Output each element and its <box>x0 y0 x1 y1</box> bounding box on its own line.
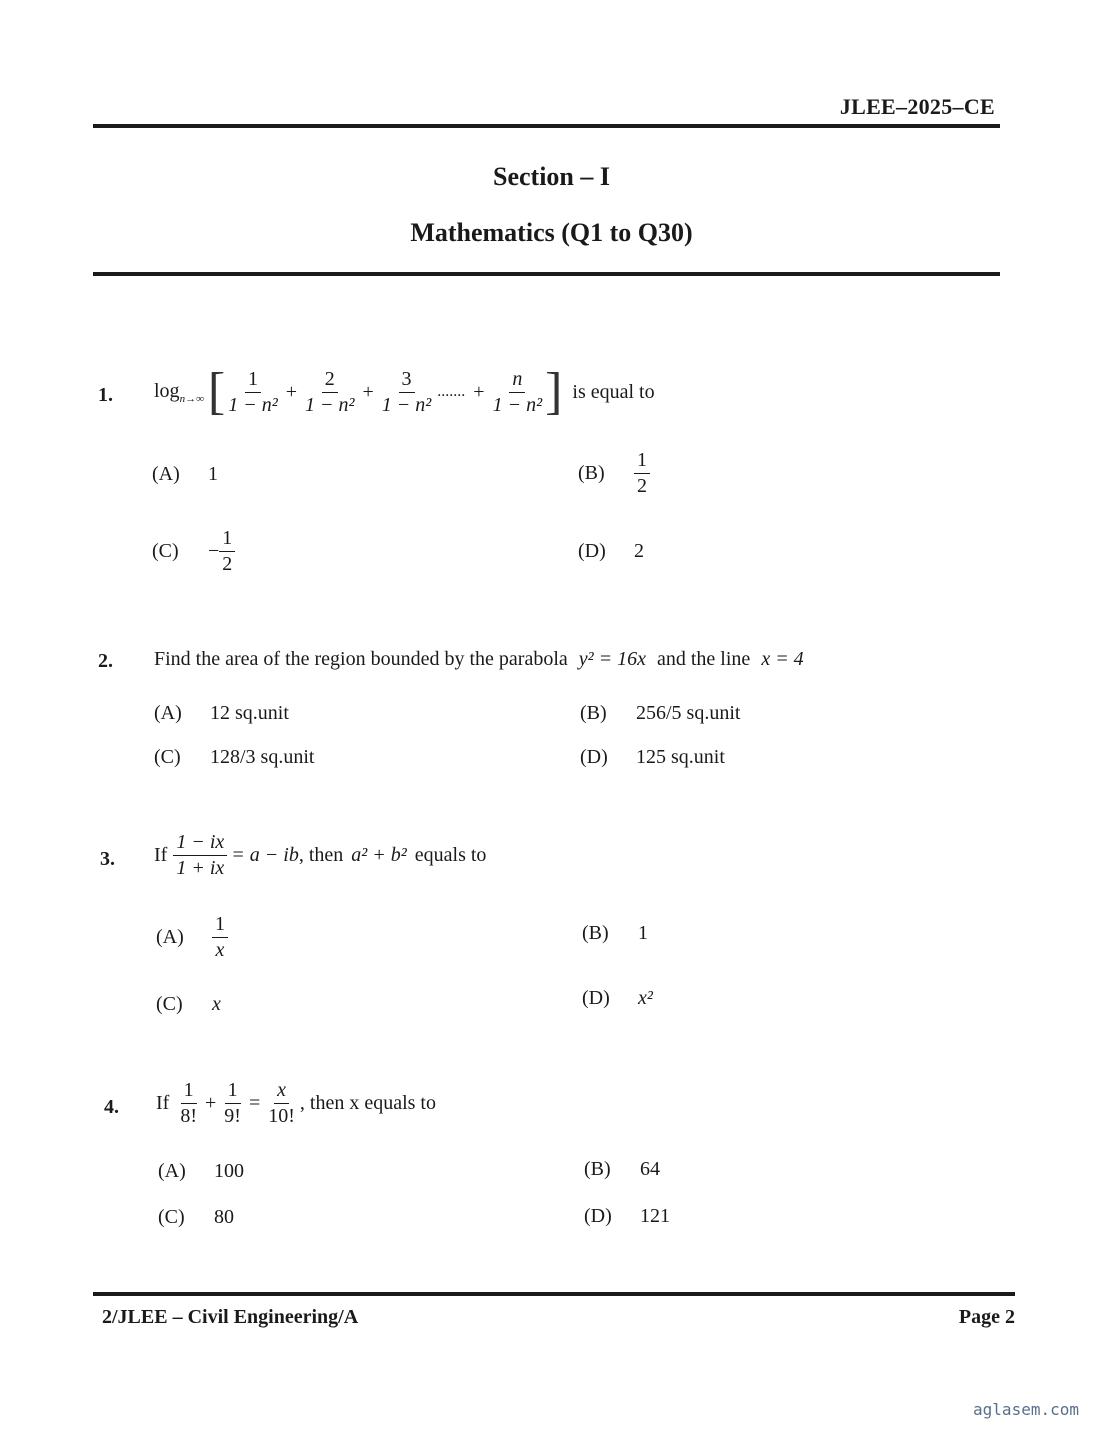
q1-option-b[interactable]: (B) $\frac{1}{2}$ <box>578 450 650 497</box>
left-bracket: [ <box>207 363 226 420</box>
question-1-text: $\log_{n\to\infty}$ [ $\frac{1}{\text{1 − n²}}$ + $\frac{2}{\text{1 − n²}}$ + $\frac{3}{\text{1 − n²}}$ ....... + $\frac{n}{\text{1 − n²}}$ ] is equal to <box>154 363 655 420</box>
q3-option-c[interactable]: (C) x <box>156 993 221 1015</box>
question-2-text: Find the area of the region bounded by the parabola y² = 16x and the line x = 4 <box>154 648 804 670</box>
q4-fraction-2: $\frac{1}{9!}$ <box>224 1079 241 1127</box>
log-operator: $\log_{n\to\infty}$ <box>154 379 204 405</box>
question-2-number: 2. <box>98 650 113 672</box>
q4-option-b[interactable]: (B) 64 <box>584 1158 660 1180</box>
question-3-number: 3. <box>100 848 115 870</box>
question-3-text: If $\frac{1 - ix}{1 + ix}$ = a − ib , then a² + b² equals to <box>154 831 487 879</box>
section-rule <box>93 272 1000 276</box>
q3-option-b[interactable]: (B) 1 <box>582 922 648 944</box>
footer-paper-id: 2/JLEE – Civil Engineering/A <box>102 1306 359 1328</box>
section-title: Section – I <box>493 162 610 191</box>
q4-option-a[interactable]: (A) 100 <box>158 1160 244 1182</box>
q4-option-c[interactable]: (C) 80 <box>158 1206 234 1228</box>
question-4-number: 4. <box>104 1096 119 1118</box>
q2-option-b[interactable]: (B) 256/5 sq.unit <box>580 702 741 724</box>
q1-option-d[interactable]: (D) 2 <box>578 540 644 562</box>
q1-option-a[interactable]: (A) 1 <box>152 463 218 485</box>
q1-term-3: $\frac{3}{\text{1 − n²}}$ <box>381 367 432 416</box>
footer-rule <box>93 1292 1015 1296</box>
q4-fraction-1: $\frac{1}{8!}$ <box>180 1079 197 1127</box>
top-rule <box>93 124 1000 128</box>
q1-term-n: $\frac{n}{\text{1 − n²}}$ <box>492 367 543 416</box>
right-bracket: ] <box>545 363 563 420</box>
q2-option-c[interactable]: (C) 128/3 sq.unit <box>154 746 315 768</box>
q1-option-c[interactable]: (C) − $\frac{1}{2}$ <box>152 528 235 575</box>
question-4-text: If $\frac{1}{8!}$ + $\frac{1}{9!}$ = $\frac{x}{10!}$ , then x equals to <box>156 1079 436 1127</box>
paper-code: JLEE–2025–CE <box>839 94 995 119</box>
q3-option-a[interactable]: (A) $\frac{1}{x}$ <box>156 914 228 961</box>
q4-option-d[interactable]: (D) 121 <box>584 1205 670 1227</box>
q3-fraction: $\frac{1 - ix}{1 + ix}$ <box>173 832 227 879</box>
q1-term-1: $\frac{1}{\text{1 − n²}}$ <box>228 367 278 416</box>
q1-term-2: $\frac{2}{\text{1 − n²}}$ <box>305 367 355 416</box>
question-1-number: 1. <box>98 384 113 406</box>
q2-option-d[interactable]: (D) 125 sq.unit <box>580 746 725 768</box>
q4-fraction-3: $\frac{x}{10!}$ <box>268 1079 295 1127</box>
section-subtitle: Mathematics (Q1 to Q30) <box>410 218 693 247</box>
q3-option-d[interactable]: (D) x² <box>582 987 653 1009</box>
q2-option-a[interactable]: (A) 12 sq.unit <box>154 702 289 724</box>
page-number: Page 2 <box>958 1306 1015 1328</box>
watermark[interactable]: aglasem.com <box>973 1400 1079 1419</box>
